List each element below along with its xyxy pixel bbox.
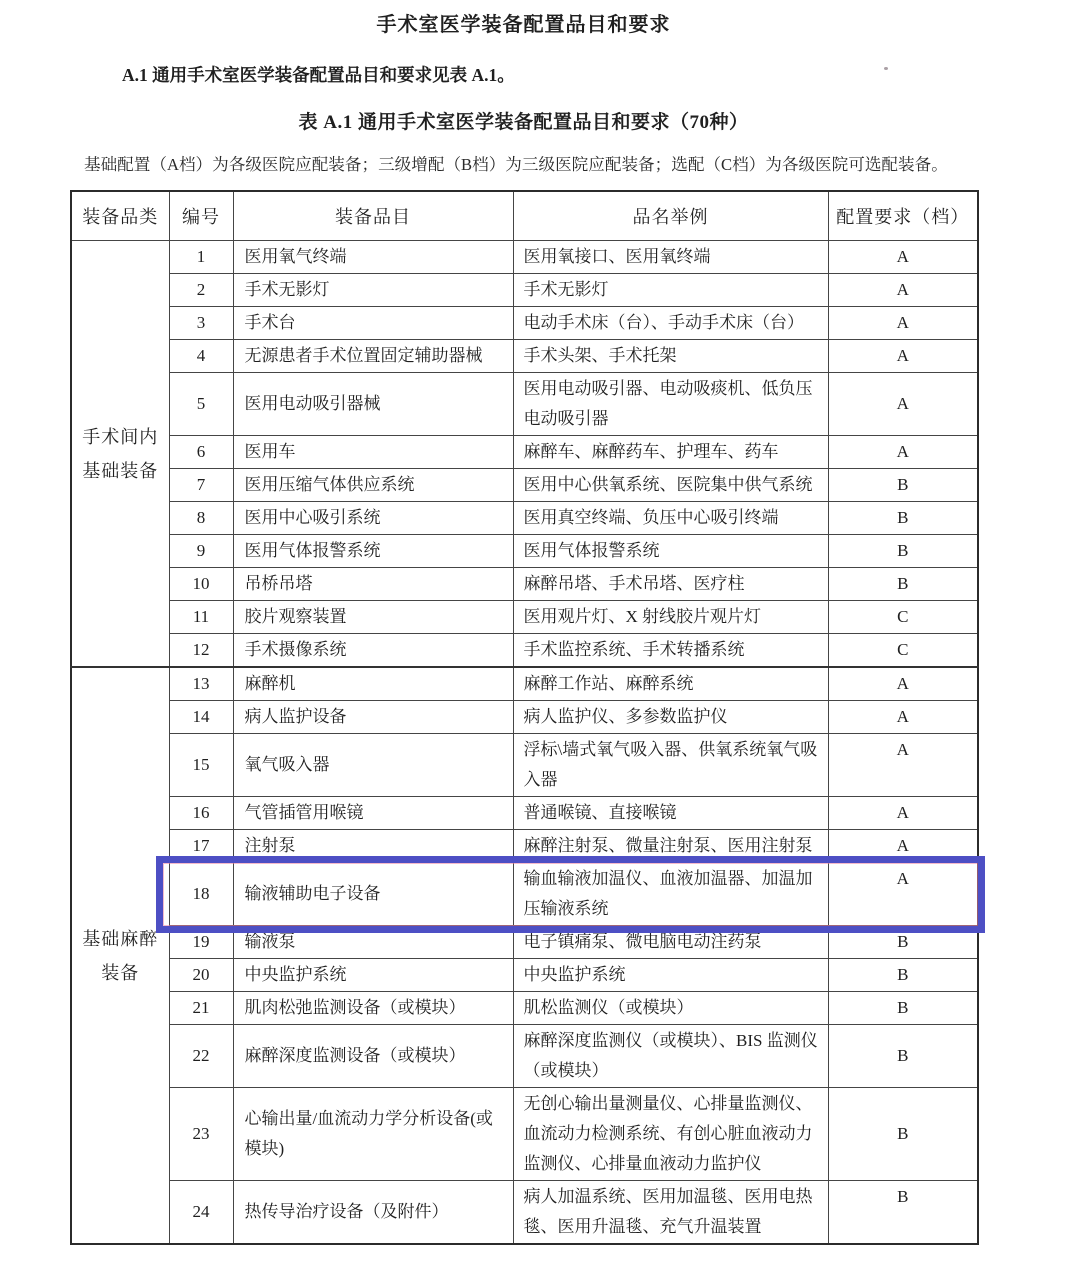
cell-item: 医用中心吸引系统 — [233, 502, 513, 535]
cell-item: 无源患者手术位置固定辅助器械 — [233, 340, 513, 373]
page-title: 手术室医学装备配置品目和要求 — [376, 14, 671, 36]
cell-examples: 医用中心供氧系统、医院集中供气系统 — [513, 469, 828, 502]
cell-id: 20 — [169, 959, 233, 992]
cell-examples: 中央监护系统 — [513, 959, 828, 992]
table-row — [71, 1088, 978, 1181]
category-cell: 基础麻醉 装备 — [71, 667, 169, 1244]
cell-id: 19 — [169, 926, 233, 959]
header-category: 装备品类 — [71, 191, 169, 241]
document-content — [70, 0, 977, 1245]
cell-item: 输液泵 — [233, 926, 513, 959]
cell-examples: 病人监护仪、多参数监护仪 — [513, 701, 828, 734]
cell-item: 手术台 — [233, 307, 513, 340]
cell-item: 医用电动吸引器械 — [233, 373, 513, 436]
table-row — [71, 469, 978, 502]
cell-examples: 医用气体报警系统 — [513, 535, 828, 568]
cell-item: 肌肉松弛监测设备（或模块） — [233, 992, 513, 1025]
table-row — [71, 667, 978, 701]
table-note: 基础配置（A档）为各级医院应配装备；三级增配（B档）为三级医院应配装备；选配（C档）为各级医院可选配装备。 — [84, 155, 948, 174]
cell-examples: 手术无影灯 — [513, 274, 828, 307]
cell-item: 麻醉深度监测设备（或模块） — [233, 1025, 513, 1088]
cell-item: 医用氧气终端 — [233, 241, 513, 274]
cell-examples: 麻醉工作站、麻醉系统 — [513, 667, 828, 701]
cell-examples: 病人加温系统、医用加温毯、医用电热毯、医用升温毯、充气升温装置 — [513, 1181, 828, 1245]
cell-examples: 电子镇痛泵、微电脑电动注药泵 — [513, 926, 828, 959]
cell-grade: A — [828, 830, 978, 863]
table-row — [71, 502, 978, 535]
cell-item: 手术无影灯 — [233, 274, 513, 307]
cell-id: 6 — [169, 436, 233, 469]
cell-item: 手术摄像系统 — [233, 634, 513, 668]
equipment-table — [70, 190, 979, 1245]
header-examples: 品名举例 — [513, 191, 828, 241]
cell-item: 气管插管用喉镜 — [233, 797, 513, 830]
cell-examples: 医用氧接口、医用氧终端 — [513, 241, 828, 274]
table-row — [71, 241, 978, 274]
cell-item: 胶片观察装置 — [233, 601, 513, 634]
cell-grade: A — [828, 863, 978, 926]
table-header — [71, 191, 978, 241]
table-row — [71, 274, 978, 307]
table-row — [71, 734, 978, 797]
cell-grade: C — [828, 601, 978, 634]
cell-id: 10 — [169, 568, 233, 601]
table-body — [71, 241, 978, 1245]
cell-grade: A — [828, 667, 978, 701]
cell-examples: 无创心输出量测量仪、心排量监测仪、血流动力检测系统、有创心脏血液动力监测仪、心排量血液动力监护仪 — [513, 1088, 828, 1181]
cell-examples: 输血输液加温仪、血液加温器、加温加压输液系统 — [513, 863, 828, 926]
cell-examples: 麻醉注射泵、微量注射泵、医用注射泵 — [513, 830, 828, 863]
cell-grade: A — [828, 307, 978, 340]
cell-id: 23 — [169, 1088, 233, 1181]
header-row — [71, 191, 978, 241]
cell-grade: C — [828, 634, 978, 668]
table-row — [71, 373, 978, 436]
cell-id: 12 — [169, 634, 233, 668]
header-grade: 配置要求（档） — [828, 191, 978, 241]
table-row — [71, 959, 978, 992]
cell-id: 9 — [169, 535, 233, 568]
table-row — [71, 1025, 978, 1088]
cell-item: 心输出量/血流动力学分析设备(或模块) — [233, 1088, 513, 1181]
cell-grade: A — [828, 701, 978, 734]
cell-grade: B — [828, 535, 978, 568]
cell-id: 16 — [169, 797, 233, 830]
table-row — [71, 436, 978, 469]
cell-grade: A — [828, 373, 978, 436]
cell-item: 中央监护系统 — [233, 959, 513, 992]
cell-id: 1 — [169, 241, 233, 274]
cell-id: 22 — [169, 1025, 233, 1088]
cell-id: 24 — [169, 1181, 233, 1245]
cell-examples: 浮标\墙式氧气吸入器、供氧系统氧气吸入器 — [513, 734, 828, 797]
cell-id: 14 — [169, 701, 233, 734]
cell-grade: B — [828, 469, 978, 502]
cell-examples: 肌松监测仪（或模块） — [513, 992, 828, 1025]
cell-item: 医用压缩气体供应系统 — [233, 469, 513, 502]
cell-grade: A — [828, 734, 978, 797]
cell-grade: B — [828, 959, 978, 992]
cell-item: 氧气吸入器 — [233, 734, 513, 797]
cell-examples: 医用观片灯、X 射线胶片观片灯 — [513, 601, 828, 634]
clause-a1: A.1 通用手术室医学装备配置品目和要求见表 A.1。 — [122, 65, 515, 85]
cell-grade: A — [828, 241, 978, 274]
cell-id: 2 — [169, 274, 233, 307]
cell-examples: 手术头架、手术托架 — [513, 340, 828, 373]
cell-grade: A — [828, 436, 978, 469]
header-id: 编号 — [169, 191, 233, 241]
table-row — [71, 340, 978, 373]
cell-id: 7 — [169, 469, 233, 502]
cell-item: 吊桥吊塔 — [233, 568, 513, 601]
cell-id: 18 — [169, 863, 233, 926]
cell-grade: A — [828, 797, 978, 830]
cell-grade: A — [828, 340, 978, 373]
cell-id: 8 — [169, 502, 233, 535]
cell-item: 输液辅助电子设备 — [233, 863, 513, 926]
table-row — [71, 1181, 978, 1245]
cell-grade: B — [828, 1088, 978, 1181]
table-row — [71, 307, 978, 340]
table-row — [71, 568, 978, 601]
table-row — [71, 601, 978, 634]
cell-id: 13 — [169, 667, 233, 701]
table-row — [71, 926, 978, 959]
equipment-table-wrap — [70, 190, 977, 1245]
table-row — [71, 863, 978, 926]
cell-item: 麻醉机 — [233, 667, 513, 701]
cell-examples: 医用真空终端、负压中心吸引终端 — [513, 502, 828, 535]
cell-grade: B — [828, 992, 978, 1025]
cell-id: 5 — [169, 373, 233, 436]
cell-id: 17 — [169, 830, 233, 863]
cell-id: 11 — [169, 601, 233, 634]
cell-item: 医用气体报警系统 — [233, 535, 513, 568]
cell-grade: B — [828, 926, 978, 959]
cell-id: 4 — [169, 340, 233, 373]
cell-examples: 麻醉深度监测仪（或模块）、BIS 监测仪（或模块） — [513, 1025, 828, 1088]
table-caption: 表 A.1 通用手术室医学装备配置品目和要求（70种） — [298, 112, 749, 133]
cell-id: 3 — [169, 307, 233, 340]
cell-item: 注射泵 — [233, 830, 513, 863]
category-cell: 手术间内 基础装备 — [71, 241, 169, 668]
cell-grade: B — [828, 1181, 978, 1245]
cell-id: 21 — [169, 992, 233, 1025]
cell-item: 热传导治疗设备（及附件） — [233, 1181, 513, 1245]
table-row — [71, 830, 978, 863]
table-row — [71, 797, 978, 830]
cell-grade: A — [828, 274, 978, 307]
cell-examples: 手术监控系统、手术转播系统 — [513, 634, 828, 668]
cell-examples: 普通喉镜、直接喉镜 — [513, 797, 828, 830]
cell-examples: 电动手术床（台）、手动手术床（台） — [513, 307, 828, 340]
cell-id: 15 — [169, 734, 233, 797]
cell-item: 医用车 — [233, 436, 513, 469]
header-item: 装备品目 — [233, 191, 513, 241]
cell-examples: 麻醉车、麻醉药车、护理车、药车 — [513, 436, 828, 469]
cell-grade: B — [828, 568, 978, 601]
cell-grade: B — [828, 1025, 978, 1088]
table-row — [71, 535, 978, 568]
cell-examples: 医用电动吸引器、电动吸痰机、低负压电动吸引器 — [513, 373, 828, 436]
cell-item: 病人监护设备 — [233, 701, 513, 734]
table-row — [71, 634, 978, 668]
speck-artifact — [884, 67, 888, 70]
table-row — [71, 701, 978, 734]
cell-examples: 麻醉吊塔、手术吊塔、医疗柱 — [513, 568, 828, 601]
cell-grade: B — [828, 502, 978, 535]
table-row — [71, 992, 978, 1025]
